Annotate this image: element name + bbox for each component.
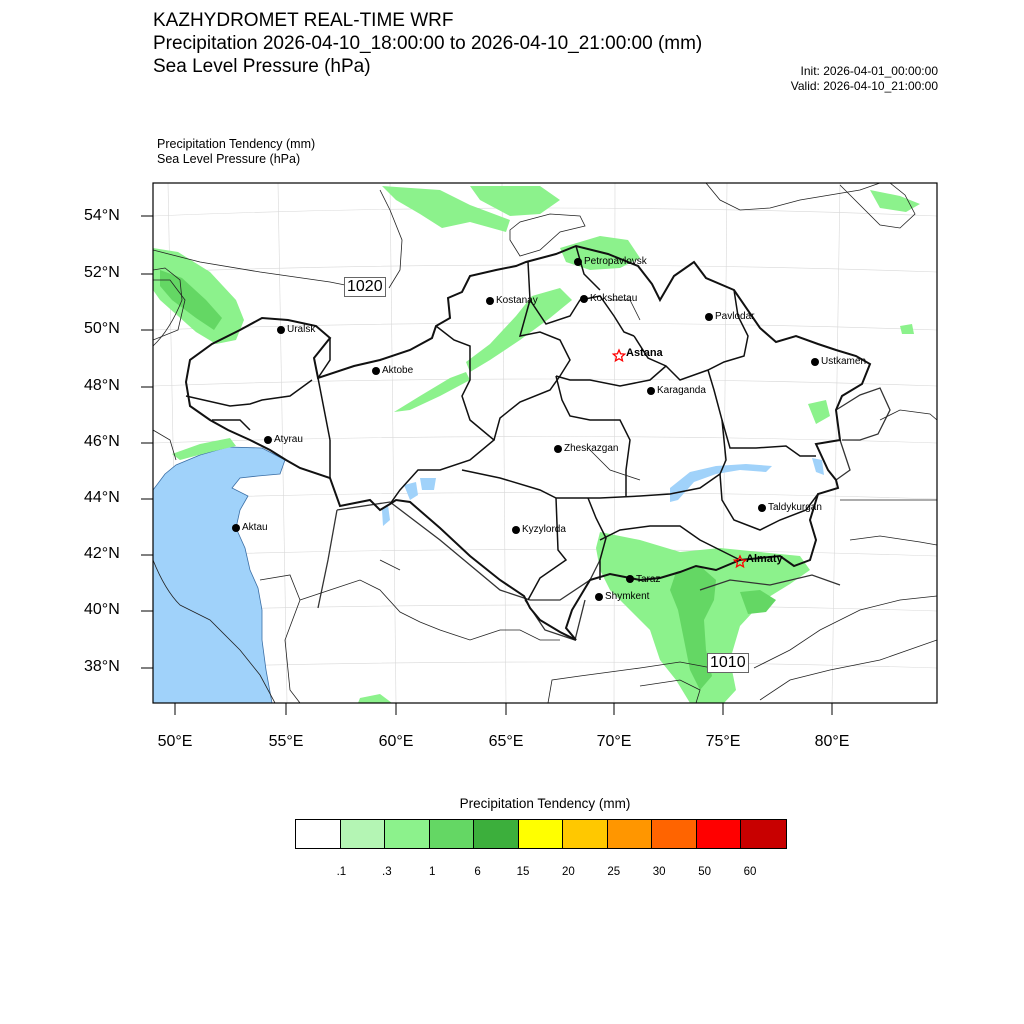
isobar-label-1020: 1020	[344, 277, 386, 297]
marker-pavlodar	[705, 313, 713, 321]
lon-label: 60°E	[378, 733, 414, 750]
lat-label: 46°N	[84, 433, 120, 450]
lon-label: 65°E	[488, 733, 524, 750]
lat-label: 44°N	[84, 489, 120, 506]
city-label-kyzylorda: Kyzylorda	[522, 524, 566, 535]
legend-swatch	[608, 820, 653, 848]
init-time: Init: 2026-04-01_00:00:00	[800, 64, 938, 78]
lon-label: 75°E	[705, 733, 741, 750]
title-line-1: KAZHYDROMET REAL-TIME WRF	[153, 10, 454, 31]
city-label-pavlodar: Pavlodar	[715, 311, 755, 322]
lon-label: 50°E	[157, 733, 193, 750]
marker-kyzylorda	[512, 526, 520, 534]
legend-tick-label: 50	[698, 866, 711, 878]
city-label-uralsk: Uralsk	[287, 324, 316, 335]
lon-label: 55°E	[268, 733, 304, 750]
lat-label: 42°N	[84, 545, 120, 562]
city-label-aktau: Aktau	[242, 522, 268, 533]
city-label-shymkent: Shymkent	[605, 591, 650, 602]
lon-label: 80°E	[814, 733, 850, 750]
lon-label: 70°E	[596, 733, 632, 750]
legend-swatch	[741, 820, 786, 848]
title-line-2: Precipitation 2026-04-10_18:00:00 to 2026-04-10_21:00:00 (mm)	[153, 33, 703, 54]
city-label-taraz: Taraz	[636, 574, 661, 585]
city-label-ustkamen: Ustkamen	[821, 356, 867, 367]
lake-zaysan	[812, 458, 824, 475]
valid-time: Valid: 2026-04-10_21:00:00	[790, 79, 938, 93]
city-label-kostanay: Kostanay	[496, 295, 538, 306]
city-label-petropavlovsk: Petropavlovsk	[584, 256, 647, 267]
lat-label: 50°N	[84, 320, 120, 337]
marker-aktau	[232, 524, 240, 532]
marker-uralsk	[277, 326, 285, 334]
legend-tick-label: 20	[561, 866, 575, 878]
marker-karaganda	[647, 387, 655, 395]
city-label-taldykurgan: Taldykurgan	[768, 502, 822, 513]
city-label-zheskazgan: Zheskazgan	[564, 443, 619, 454]
marker-shymkent	[595, 593, 603, 601]
marker-taraz	[626, 575, 634, 583]
marker-kostanay	[486, 297, 494, 305]
legend-tick-label: 25	[607, 866, 621, 878]
marker-kokshetau	[580, 295, 588, 303]
legend-title: Precipitation Tendency (mm)	[459, 796, 631, 811]
city-label-kokshetau: Kokshetau	[590, 293, 638, 304]
legend-tick-label: 6	[474, 866, 481, 878]
legend-swatch	[385, 820, 430, 848]
legend-swatch	[652, 820, 697, 848]
city-label-atyrau: Atyrau	[274, 434, 303, 445]
legend-tick-label: 30	[652, 866, 666, 878]
lat-label: 52°N	[84, 264, 120, 281]
subtitle-slp: Sea Level Pressure (hPa)	[157, 152, 301, 166]
marker-astana	[613, 350, 624, 361]
marker-zheskazgan	[554, 445, 562, 453]
marker-ustkamen	[811, 358, 819, 366]
isobar-label-1010: 1010	[707, 653, 749, 673]
legend-colorbar	[295, 819, 787, 849]
legend-tick-label: .1	[336, 866, 347, 878]
legend-swatch	[430, 820, 475, 848]
legend-swatch	[697, 820, 742, 848]
legend-swatch	[341, 820, 386, 848]
lat-label: 38°N	[84, 658, 120, 675]
marker-petropavlovsk	[574, 258, 582, 266]
legend-tick-label: 1	[428, 866, 436, 878]
caspian-sea	[153, 447, 285, 703]
lat-label: 40°N	[84, 601, 120, 618]
title-line-3: Sea Level Pressure (hPa)	[153, 56, 371, 77]
lat-label: 54°N	[84, 207, 120, 224]
city-label-karaganda: Karaganda	[657, 385, 706, 396]
lat-label: 48°N	[84, 377, 120, 394]
neighbour-borders	[318, 388, 890, 640]
city-label-aktobe: Aktobe	[382, 365, 414, 376]
legend-tick-label: 15	[516, 866, 530, 878]
precipitation-fields	[153, 186, 920, 703]
subtitle-precip: Precipitation Tendency (mm)	[157, 137, 316, 151]
marker-taldykurgan	[758, 504, 766, 512]
legend-swatch	[474, 820, 519, 848]
legend-tick-label: 60	[743, 866, 757, 878]
legend-swatch	[519, 820, 564, 848]
marker-aktobe	[372, 367, 380, 375]
marker-atyrau	[264, 436, 272, 444]
legend-swatch	[296, 820, 341, 848]
legend-swatch	[563, 820, 608, 848]
city-label-astana: Astana	[626, 347, 663, 359]
city-label-almaty: Almaty	[746, 553, 783, 565]
legend-tick-label: .3	[382, 866, 392, 878]
